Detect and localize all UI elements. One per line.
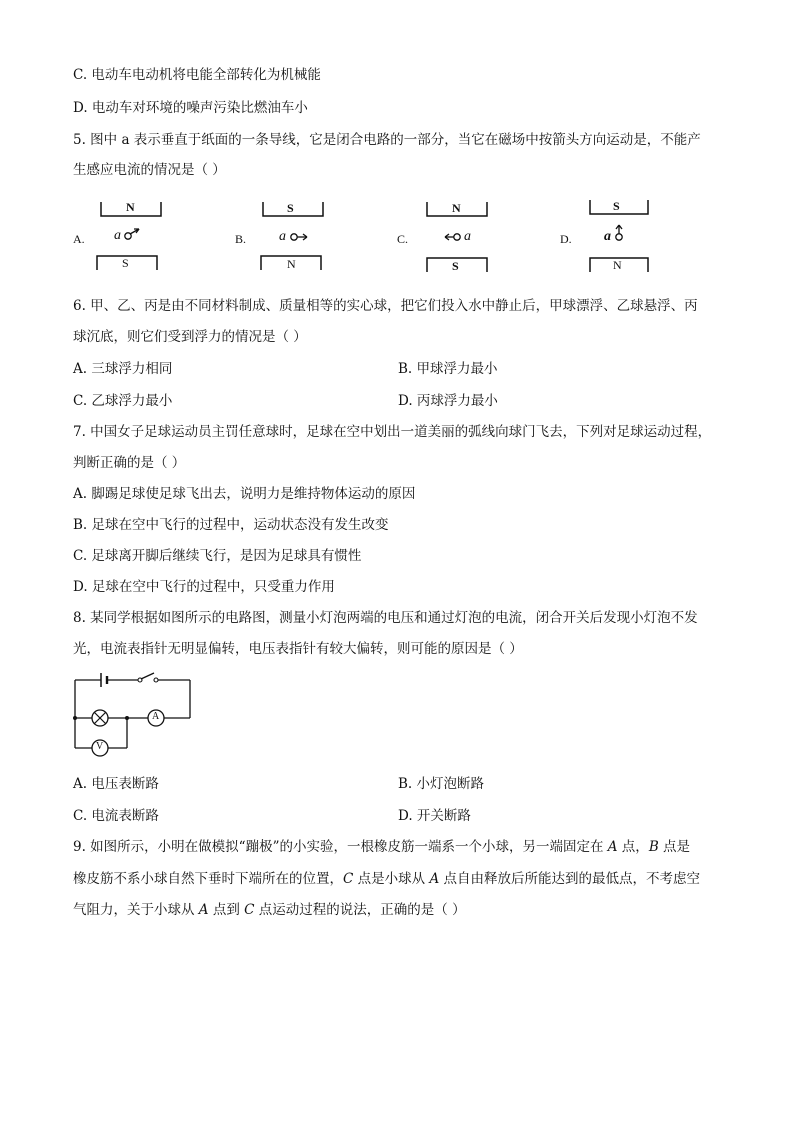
q5-fig-d-label: D. — [560, 232, 572, 246]
q5-fig-b-top-pole: S — [287, 201, 294, 215]
q6-option-c: C. 乙球浮力最小 — [73, 393, 173, 409]
q9-stem-line3: 气阻力，关于小球从 A 点到 C 点运动过程的说法，正确的是（ ） — [73, 902, 466, 918]
q7-option-c: C. 足球离开脚后继续飞行，是因为足球具有惯性 — [73, 548, 362, 564]
q5-fig-c-label: C. — [397, 232, 409, 246]
ammeter-label: A — [152, 711, 160, 722]
q5-fig-b-label: B. — [235, 232, 247, 246]
q4-option-d: D. 电动车对环境的噪声污染比燃油车小 — [73, 100, 308, 116]
q5-figure-a — [73, 196, 173, 276]
q5-fig-d-wire: a — [604, 229, 611, 244]
q5-stem-line1: 5. 图中 a 表示垂直于纸面的一条导线，它是闭合电路的一部分，当它在磁场中按箭头方向运动是，不能产 — [73, 132, 701, 148]
q5-fig-a-top-pole: N — [126, 200, 135, 214]
q5-fig-c-top-pole: N — [452, 201, 461, 215]
q7-option-d: D. 足球在空中飞行的过程中，只受重力作用 — [73, 579, 335, 595]
circuit-diagram — [70, 670, 195, 765]
q8-option-d: D. 开关断路 — [398, 808, 471, 824]
q5-fig-c-wire: a — [464, 229, 471, 244]
q8-option-c: C. 电流表断路 — [73, 808, 159, 824]
q5-stem-line2: 生感应电流的情况是（ ） — [73, 162, 226, 178]
q8-stem-line2: 光，电流表指针无明显偏转，电压表指针有较大偏转，则可能的原因是（ ） — [73, 641, 523, 657]
magnet-diagram-c — [397, 196, 497, 276]
q5-fig-a-wire: a — [114, 228, 121, 243]
q5-fig-b-wire: a — [279, 229, 286, 244]
q4-option-c: C. 电动车电动机将电能全部转化为机械能 — [73, 67, 321, 83]
q8-option-a: A. 电压表断路 — [73, 776, 159, 792]
q8-option-b: B. 小灯泡断路 — [398, 776, 485, 792]
q6-option-d: D. 丙球浮力最小 — [398, 393, 498, 409]
voltmeter-label: V — [96, 741, 104, 752]
q7-stem-line1: 7. 中国女子足球运动员主罚任意球时，足球在空中划出一道美丽的弧线向球门飞去，下列对足球运动过程， — [73, 424, 712, 440]
q6-stem-line1: 6. 甲、乙、丙是由不同材料制成、质量相等的实心球，把它们投入水中静止后，甲球漂浮、乙球悬浮、丙 — [73, 298, 698, 314]
q5-figure-b — [235, 196, 335, 276]
q5-figure-c — [397, 196, 497, 276]
q8-stem-line1: 8. 某同学根据如图所示的电路图，测量小灯泡两端的电压和通过灯泡的电流，闭合开关后发现小灯泡不发 — [73, 610, 698, 626]
q6-option-b: B. 甲球浮力最小 — [398, 361, 498, 377]
q5-fig-a-bottom-pole: S — [122, 256, 129, 270]
q6-stem-line2: 球沉底，则它们受到浮力的情况是（ ） — [73, 329, 307, 345]
q5-fig-a-label: A. — [73, 232, 85, 246]
q5-fig-b-bottom-pole: N — [287, 257, 296, 271]
q7-option-a: A. 脚踢足球使足球飞出去，说明力是维持物体运动的原因 — [73, 486, 416, 502]
q5-fig-d-bottom-pole: N — [613, 258, 622, 272]
q5-fig-c-bottom-pole: S — [452, 259, 459, 273]
q7-stem-line2: 判断正确的是（ ） — [73, 455, 186, 471]
q5-fig-d-top-pole: S — [613, 199, 620, 213]
q5-figure-d — [560, 196, 660, 276]
q6-option-a: A. 三球浮力相同 — [73, 361, 173, 377]
q9-stem-line1: 9. 如图所示，小明在做模拟“蹦极”的小实验，一根橡皮筋一端系一个小球，另一端固定在 A 点，B 点是 — [73, 839, 691, 855]
q7-option-b: B. 足球在空中飞行的过程中，运动状态没有发生改变 — [73, 517, 389, 533]
q9-stem-line2: 橡皮筋不系小球自然下垂时下端所在的位置，C 点是小球从 A 点自由释放后所能达到的最低点，不考虑空 — [73, 871, 700, 887]
q8-circuit-diagram — [70, 670, 195, 765]
